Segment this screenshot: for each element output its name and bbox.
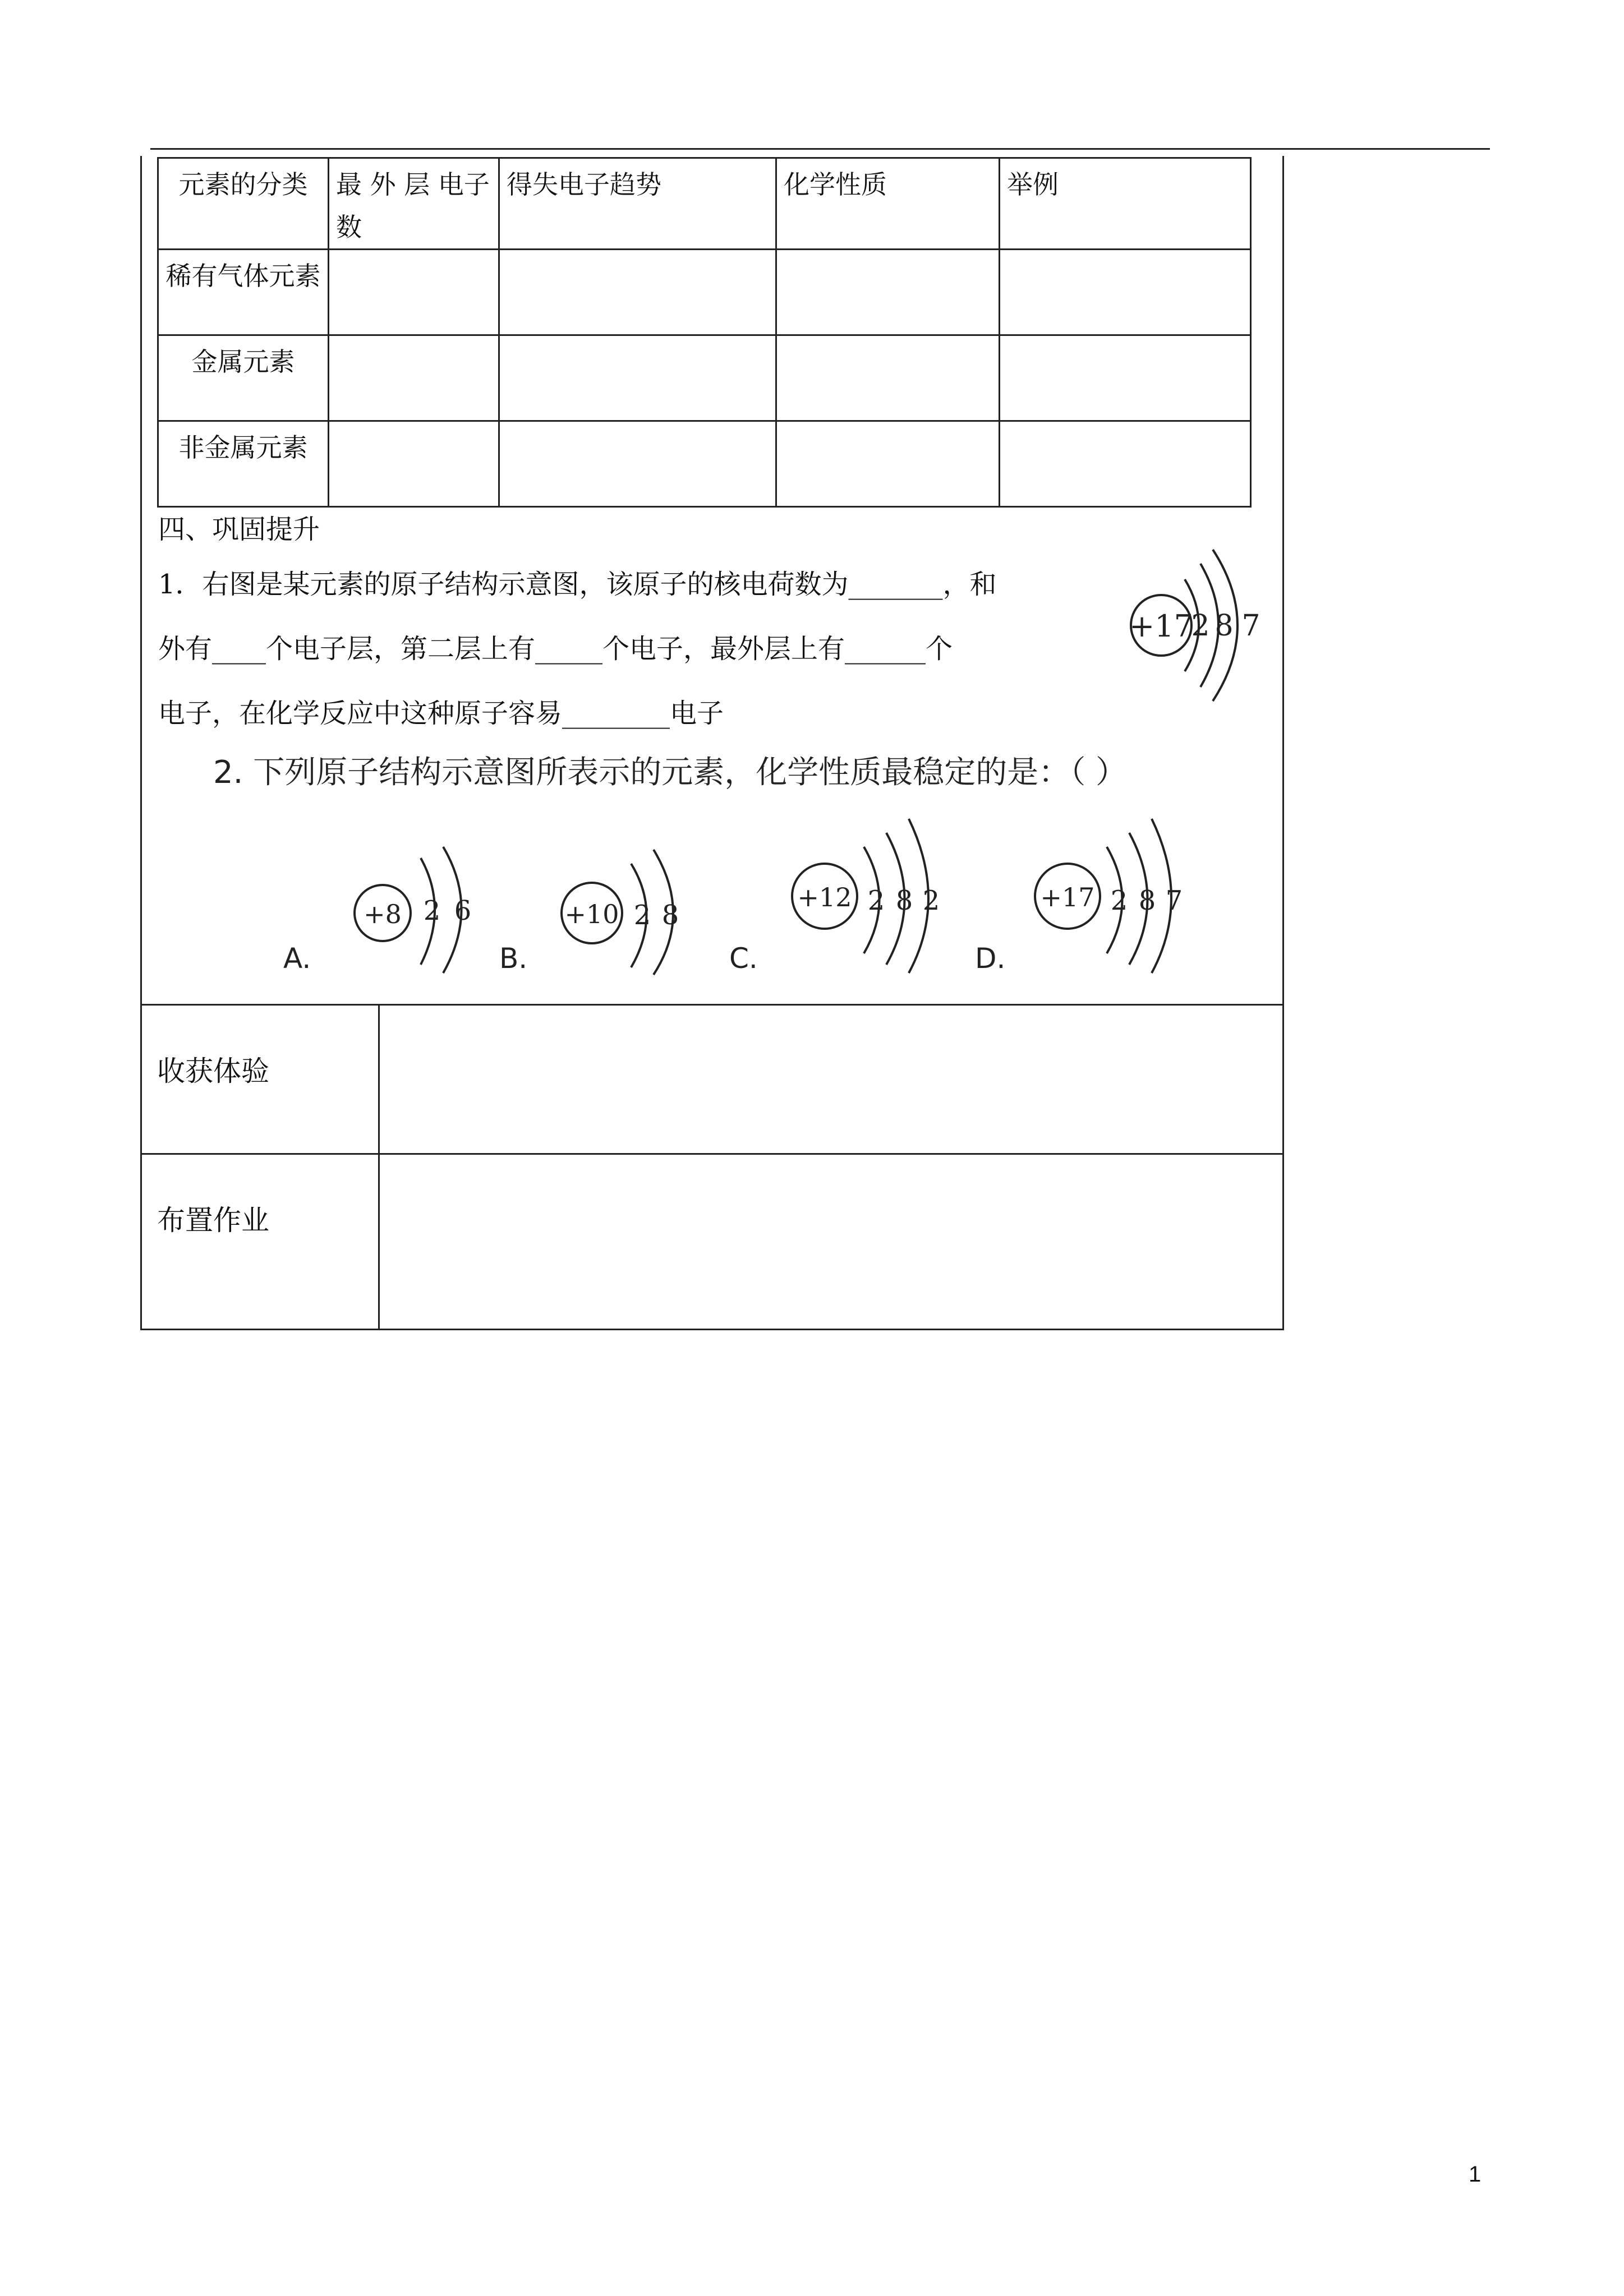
frame-bottom-border: [140, 1329, 1284, 1330]
question-2-prompt: 2. 下列原子结构示意图所表示的元素，化学性质最稳定的是：（ ）: [213, 754, 1128, 791]
answer-cell[interactable]: [1000, 421, 1251, 507]
row-label: 稀有气体元素: [158, 250, 329, 335]
option-a-diagram[interactable]: [337, 841, 482, 976]
row-label: 金属元素: [158, 335, 329, 421]
shell-electron-count: 2: [1191, 609, 1210, 643]
option-d-label[interactable]: D.: [975, 942, 1006, 975]
table-row: [158, 250, 1251, 335]
homework-content-area[interactable]: [381, 1156, 1279, 1326]
shell-electron-count: 8: [1214, 609, 1234, 643]
header-cell: 最 外 层 电子数: [329, 158, 499, 250]
shell-electron-count: 8: [1138, 885, 1156, 916]
reflection-label: 收获体验: [157, 1055, 269, 1087]
shell-electron-count: 2: [867, 885, 885, 916]
question-1-line-3: 电子，在化学反应中这种原子容易________电子: [158, 698, 724, 729]
homework-label: 布置作业: [157, 1204, 269, 1237]
header-cell: 得失电子趋势: [499, 158, 776, 250]
answer-cell[interactable]: [1000, 335, 1251, 421]
question-1-line-1: 1．右图是某元素的原子结构示意图，该原子的核电荷数为_______，和: [158, 569, 997, 600]
answer-cell[interactable]: [329, 250, 499, 335]
header-cell: 化学性质: [776, 158, 1000, 250]
answer-cell[interactable]: [1000, 250, 1251, 335]
shell-electron-count: 6: [454, 895, 472, 926]
shell-electron-count: 2: [423, 895, 441, 926]
option-b-label[interactable]: B.: [499, 942, 528, 975]
nucleus-charge: +10: [564, 899, 619, 929]
option-d-diagram[interactable]: [1024, 813, 1192, 976]
shell-electron-count: 8: [661, 900, 679, 931]
table-row: [158, 335, 1251, 421]
shell-electron-count: 2: [633, 900, 651, 931]
shell-electron-count: 7: [1241, 609, 1260, 643]
frame-divider: [140, 1004, 1284, 1006]
table-row: [158, 421, 1251, 507]
section-title: 四、巩固提升: [158, 514, 320, 545]
header-rule: [150, 148, 1490, 150]
frame-column-divider: [378, 1006, 380, 1330]
shell-electron-count: 2: [922, 885, 940, 916]
answer-cell[interactable]: [499, 421, 776, 507]
answer-cell[interactable]: [776, 335, 1000, 421]
page-number: 1: [1469, 2162, 1482, 2187]
answer-cell[interactable]: [329, 421, 499, 507]
option-a-label[interactable]: A.: [283, 942, 311, 975]
shell-electron-count: 8: [895, 885, 913, 916]
answer-cell[interactable]: [776, 250, 1000, 335]
header-cell: 举例: [1000, 158, 1251, 250]
nucleus-charge: +8: [364, 899, 402, 929]
atom-structure-diagram: [1116, 536, 1273, 704]
element-classification-table: [157, 157, 1252, 508]
frame-divider: [140, 1153, 1284, 1155]
answer-cell[interactable]: [329, 335, 499, 421]
answer-cell[interactable]: [499, 335, 776, 421]
answer-cell[interactable]: [776, 421, 1000, 507]
nucleus-charge: +17: [1129, 608, 1193, 644]
nucleus-charge: +17: [1040, 882, 1095, 912]
nucleus-charge: +12: [797, 882, 852, 912]
header-cell: 元素的分类: [158, 158, 329, 250]
option-c-label[interactable]: C.: [729, 942, 758, 975]
option-b-diagram[interactable]: [547, 841, 698, 976]
table-header-row: [158, 158, 1251, 250]
shell-electron-count: 7: [1165, 885, 1183, 916]
answer-cell[interactable]: [499, 250, 776, 335]
option-c-diagram[interactable]: [780, 813, 948, 976]
shell-electron-count: 2: [1110, 885, 1128, 916]
question-1-line-2: 外有____个电子层，第二层上有_____个电子，最外层上有______个: [158, 633, 953, 665]
row-label: 非金属元素: [158, 421, 329, 507]
reflection-content-area[interactable]: [381, 1007, 1279, 1151]
